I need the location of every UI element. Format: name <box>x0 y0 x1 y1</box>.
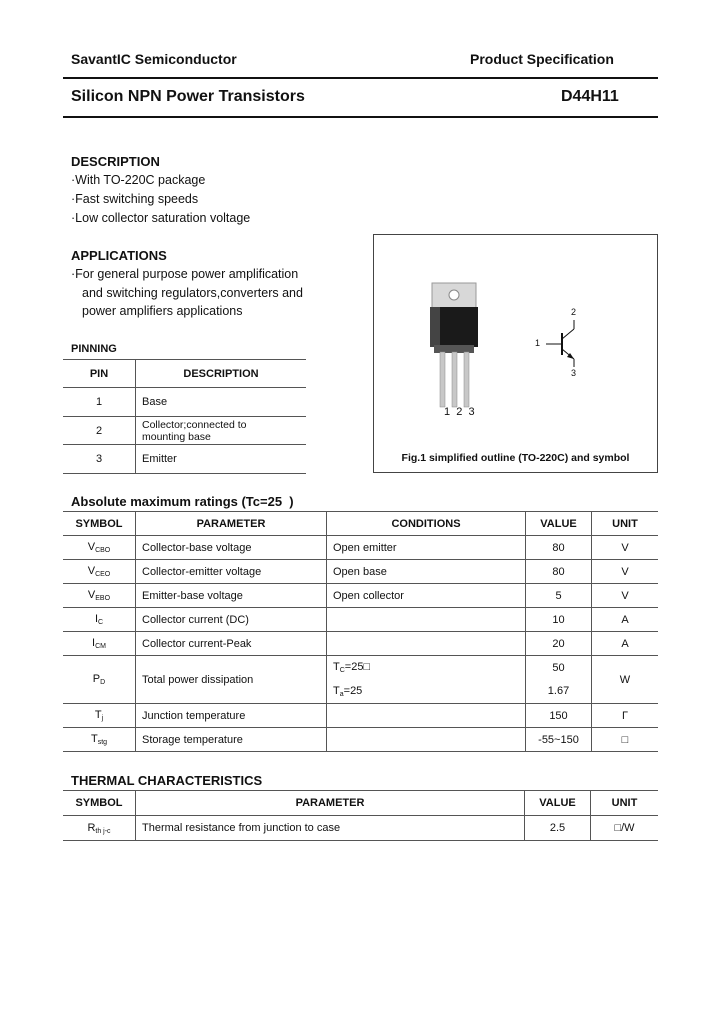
symbol-pin-2: 2 <box>571 307 577 317</box>
value-cell: -55~150 <box>526 728 592 752</box>
symbol-cell <box>63 560 136 584</box>
thermal-row <box>63 816 658 841</box>
part-number: D44H11 <box>561 88 619 105</box>
cond-sub: C <box>339 667 345 675</box>
symbol-main: I <box>92 637 96 649</box>
figure-box <box>373 234 658 473</box>
value-header: VALUE <box>525 791 591 816</box>
pin-description-line: Collector;connected to <box>142 418 247 431</box>
value-cell: 2.5 <box>525 816 591 841</box>
parameter-cell: Storage temperature <box>136 728 327 752</box>
unit-cell: A <box>621 637 629 650</box>
company-name: SavantIC Semiconductor <box>71 51 237 67</box>
parameter-cell: Thermal resistance from junction to case <box>136 816 525 841</box>
unit-cell: V <box>621 565 629 578</box>
symbol-sub: CEO <box>95 571 111 578</box>
conditions-cell: Open base <box>327 560 526 584</box>
parameter-cell: Total power dissipation <box>136 656 327 704</box>
header-rule-top <box>63 77 658 79</box>
symbol-sub: CM <box>95 643 106 650</box>
description-item: ·With TO-220C package <box>71 173 206 187</box>
symbol-main: V <box>87 589 96 601</box>
description-title: DESCRIPTION <box>71 154 160 169</box>
pinning-title: PINNING <box>71 343 117 355</box>
symbol-cell <box>63 632 136 656</box>
symbol-cell <box>63 536 136 560</box>
applications-line: power amplifiers applications <box>82 304 243 318</box>
to220-package-drawing <box>374 235 657 472</box>
parameter-cell: Collector current (DC) <box>136 608 327 632</box>
conditions-cell <box>327 680 526 704</box>
cond-rest: =25□ <box>344 661 371 674</box>
conditions-cell <box>327 728 526 752</box>
value-cell: 10 <box>526 608 592 632</box>
symbol-sub: CBO <box>95 547 111 554</box>
unit-cell: W <box>592 656 659 704</box>
pinning-table <box>63 359 306 474</box>
unit-header: UNIT <box>611 797 638 809</box>
unit-cell: Γ <box>621 709 629 722</box>
abs-max-row <box>63 536 658 560</box>
abs-max-header-row <box>63 512 658 536</box>
symbol-main: T <box>94 709 102 721</box>
symbol-main: T <box>90 733 98 745</box>
thermal-title: THERMAL CHARACTERISTICS <box>71 773 263 788</box>
abs-max-row <box>63 560 658 584</box>
symbol-cell <box>63 584 136 608</box>
conditions-cell <box>327 704 526 728</box>
conditions-cell <box>327 608 526 632</box>
pinning-header-row <box>63 360 306 388</box>
symbol-cell <box>63 656 136 704</box>
abs-max-row <box>63 704 658 728</box>
pin-description: Base <box>142 396 168 408</box>
pinning-row <box>63 417 306 445</box>
conditions-cell: Open collector <box>327 584 526 608</box>
applications-line: and switching regulators,converters and <box>82 286 303 300</box>
parameter-header: PARAMETER <box>136 512 327 536</box>
pin-header: PIN <box>63 360 136 388</box>
symbol-main: I <box>94 613 98 625</box>
value-cell: 1.67 <box>526 680 592 704</box>
pin-description: Emitter <box>142 453 177 465</box>
conditions-cell: Open emitter <box>327 536 526 560</box>
description-item: ·Fast switching speeds <box>71 192 199 206</box>
symbol-sub: th j-c <box>95 827 111 835</box>
parameter-header: PARAMETER <box>136 791 525 816</box>
cond-sym: T <box>333 684 340 697</box>
applications-title: APPLICATIONS <box>71 248 167 263</box>
package-pin-labels: 1 2 3 <box>444 406 475 418</box>
pin-number: 3 <box>63 445 136 474</box>
symbol-pin-1: 1 <box>535 338 541 348</box>
parameter-cell: Junction temperature <box>136 704 327 728</box>
pinning-row <box>63 445 306 474</box>
conditions-header: CONDITIONS <box>327 512 526 536</box>
symbol-main: V <box>87 565 96 577</box>
symbol-cell <box>63 728 136 752</box>
symbol-cell <box>63 608 136 632</box>
value-cell: 50 <box>526 656 592 680</box>
symbol-sub: C <box>98 619 104 626</box>
thermal-table <box>63 790 658 841</box>
pinning-row <box>63 388 306 417</box>
abs-max-row <box>63 608 658 632</box>
symbol-header: SYMBOL <box>63 791 136 816</box>
symbol-sub: j <box>101 715 104 722</box>
pin-description <box>136 417 307 445</box>
symbol-sub: stg <box>97 739 108 746</box>
parameter-cell: Emitter-base voltage <box>136 584 327 608</box>
value-cell: 80 <box>526 560 592 584</box>
pin-number: 2 <box>63 417 136 445</box>
abs-max-row <box>63 728 658 752</box>
symbol-main: P <box>92 673 101 685</box>
description-item: ·Low collector saturation voltage <box>71 211 251 225</box>
pin-description-line: mounting base <box>142 430 211 443</box>
conditions-cell <box>327 632 526 656</box>
value-cell: 5 <box>526 584 592 608</box>
symbol-cell <box>63 704 136 728</box>
parameter-cell: Collector-emitter voltage <box>136 560 327 584</box>
cond-sym: T <box>333 661 340 674</box>
abs-max-row <box>63 632 658 656</box>
abs-max-row <box>63 584 658 608</box>
header-rule-bottom <box>63 116 658 118</box>
unit-cell: A <box>621 613 629 626</box>
value-cell: 20 <box>526 632 592 656</box>
conditions-cell <box>327 656 526 680</box>
pin-description-header: DESCRIPTION <box>183 367 259 380</box>
abs-max-row-power <box>63 656 658 680</box>
value-header: VALUE <box>526 512 592 536</box>
symbol-pin-3: 3 <box>571 368 577 378</box>
product-line: Silicon NPN Power Transistors <box>71 88 305 105</box>
unit-cell: □/W <box>614 822 635 834</box>
abs-max-table <box>63 511 658 752</box>
thermal-header-row <box>63 791 658 816</box>
applications-line: ·For general purpose power amplification <box>71 267 299 281</box>
unit-cell: V <box>621 589 629 602</box>
symbol-sub: EBO <box>95 595 111 602</box>
symbol-main: V <box>87 541 96 553</box>
value-cell: 150 <box>526 704 592 728</box>
value-cell: 80 <box>526 536 592 560</box>
cond-rest: =25 <box>343 684 363 697</box>
parameter-cell: Collector-base voltage <box>136 536 327 560</box>
symbol-main: R <box>87 821 96 834</box>
cond-sub: a <box>339 690 344 698</box>
pin-number: 1 <box>63 388 136 417</box>
symbol-cell <box>63 816 136 841</box>
parameter-cell: Collector current-Peak <box>136 632 327 656</box>
figure-caption: Fig.1 simplified outline (TO-220C) and symbol <box>401 452 630 464</box>
unit-cell: V <box>621 541 629 554</box>
doc-type: Product Specification <box>470 51 614 67</box>
abs-max-title: Absolute maximum ratings (Tc=25 ) <box>71 494 294 509</box>
symbol-header: SYMBOL <box>63 512 136 536</box>
symbol-sub: D <box>100 679 106 686</box>
unit-header: UNIT <box>612 517 638 530</box>
unit-cell: □ <box>621 733 629 746</box>
